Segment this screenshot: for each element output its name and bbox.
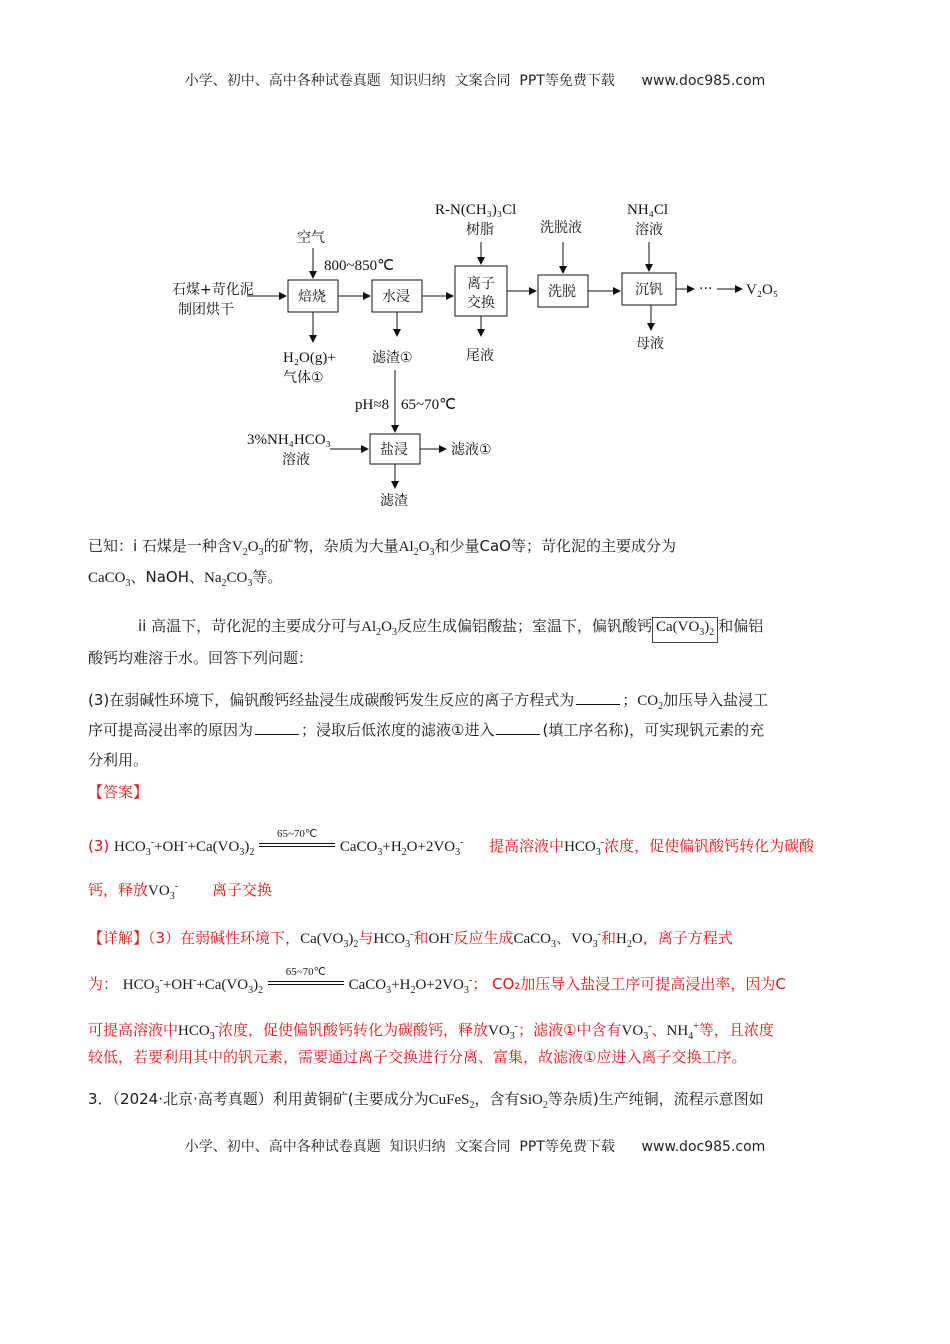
answer-title: 【答案】 [88,783,149,801]
known-i-line2: CaCO$_3$、NaOH、$Na_2CO_3$等。 [88,568,283,589]
page-header: 小学、初中、高中各种试卷真题 知识归纳 文案合同 PPT等免费下载 www.doc985.com [184,73,766,89]
gas-label: 气体① [283,370,324,386]
known-i-line1: 已知：i 石煤是一种含$V_2O_3$的矿物，杂质为大量$Al_2O_3$和少量CaO等；苛化泥的主要成分为 [88,537,676,558]
temp2-label: 65~70℃ [401,397,456,413]
salt-label: 溶液 [282,452,310,468]
dots-label: ··· [699,281,713,297]
ion-exchange-label: 离子 [467,276,495,292]
residue1-label: 滤渣① [372,350,413,366]
air-label: 空气 [297,230,325,246]
ph-label: pH≈8 [355,397,390,413]
resin-label: R-N(CH₃)₃Cl [435,202,517,218]
elute-label: 洗脱 [548,284,576,300]
tail-label: 尾液 [466,348,494,364]
roast-label: 焙烧 [298,289,326,305]
page-footer: 小学、初中、高中各种试卷真题 知识归纳 文案合同 PPT等免费下载 www.doc985.com [184,1139,766,1155]
detail-line3: 可提高溶液中$HCO_3^-$浓度，促使偏钒酸钙转化为碳酸钙，释放$VO_3^-$；滤液①中含有$VO_3^-$、$NH_4^+$等，且浓度 [88,1021,774,1042]
question-line3: 分利用。 [88,751,149,769]
ion-exchange-label: 交换 [467,295,495,311]
answer-line2: 钙，释放$VO_3^-$ 离子交换 [88,881,273,902]
water-leach-label: 水浸 [382,289,410,305]
filtrate1-label: 滤液① [451,442,492,458]
answer-equation-line: (3) $HCO_3^-+OH^-+Ca(VO_3)_2$ 65~70℃ $CaCO_3+H_2O+2VO_3^-$ 提高溶液中$HCO_3^-$浓度，促使偏钒酸钙转化为碳酸 [88,828,815,858]
question3-line: 3．（2024·北京·高考真题）利用黄铜矿(主要成分为CuFeS$_2$，含有SiO$_2$等杂质)生产纯铜，流程示意图如 [88,1090,764,1111]
salt-leach-label: 盐浸 [380,442,408,458]
question-line2: 序可提高浸出率的原因为 ；浸取后低浓度的滤液①进入 (填工序名称)，可实现钒元素的充 [88,721,765,739]
product-label: V₂O₅ [746,282,779,298]
question-line1: (3)在弱碱性环境下，偏钒酸钙经盐浸生成碳酸钙发生反应的离子方程式为 ；$CO_2$加压导入盐浸工 [88,691,769,712]
known-ii-line1: ii 高温下，苛化泥的主要成分可与$Al_2O_3$反应生成偏铝酸盐；室温下，偏钒酸钙 $Ca(VO_3)_2$ 和偏铝 [138,611,763,648]
resin-label: 树脂 [466,222,494,238]
nh4cl-label: 溶液 [635,222,663,238]
detail-line2: 为： $HCO_3^-+OH^-+Ca(VO_3)_2$ 65~70℃ $CaCO_3+H_2O+2VO_3^-$； CO₂加压导入盐浸工序可提高浸出率，因为C [88,966,786,996]
salt-label: 3%NH₄HCO₃ [247,432,331,448]
precipitate-label: 沉钒 [635,282,663,298]
mother-label: 母液 [636,336,664,352]
residue-label: 滤渣 [380,493,408,509]
known-ii-line2: 酸钙均难溶于水。回答下列问题： [88,649,314,667]
eluent-label: 洗脱液 [540,220,582,236]
temp-label: 800~850℃ [324,258,394,274]
detail-line1: 【详解】（3）在弱碱性环境下，$Ca(VO_3)_2$与$HCO_3^-$和OH-反应生成CaCO$_3$、$VO_3^-$和$H_2O$，离子方程式 [88,929,733,950]
detail-line4: 较低，若要利用其中的钒元素，需要通过离子交换进行分离、富集，故滤液①应进入离子交换工序。 [88,1048,747,1066]
gas-label: H₂O(g)+ [283,350,336,366]
process-flow-diagram [0,190,950,520]
nh4cl-label: NH₄Cl [627,202,669,218]
feed-label: 石煤+苛化泥 [172,282,254,298]
feed-label: 制团烘干 [178,302,234,318]
